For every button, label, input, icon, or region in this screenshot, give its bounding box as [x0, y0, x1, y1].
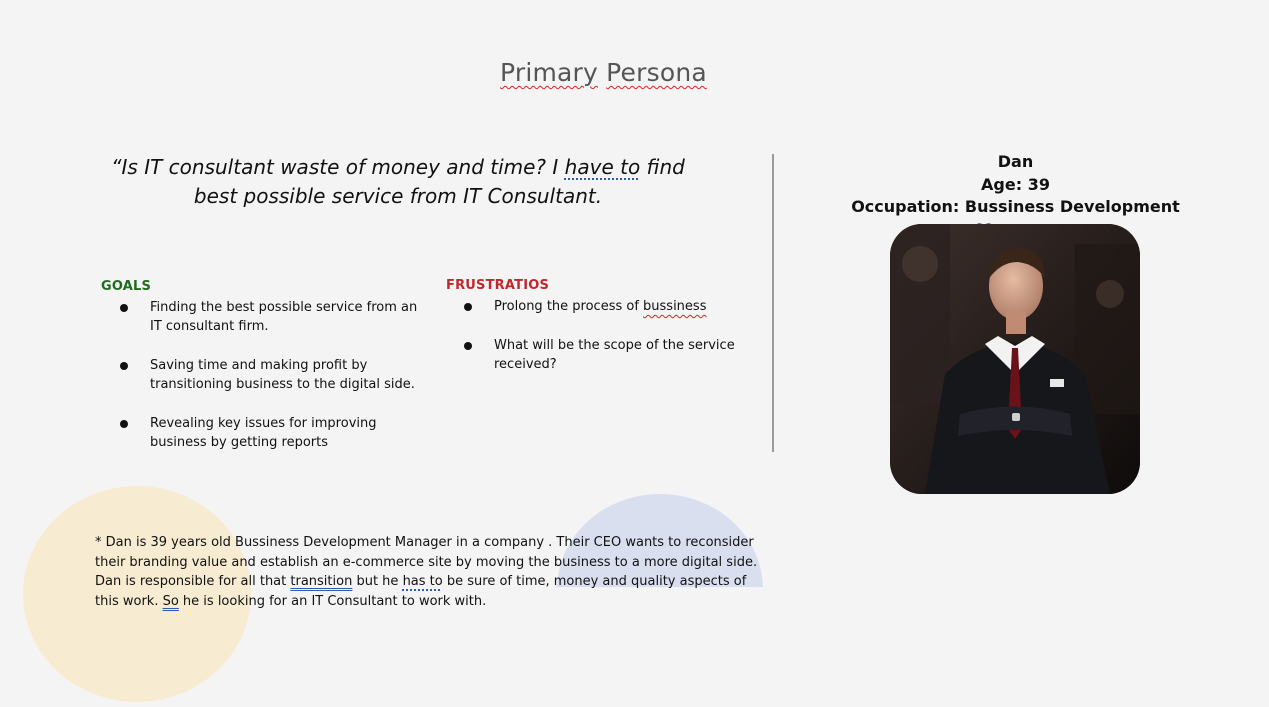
bio-grammar-mark: transition: [290, 574, 353, 589]
persona-age: Age: 39: [981, 174, 1050, 194]
bio-text: but he: [352, 574, 403, 589]
title-separator: [598, 58, 606, 87]
frustrations-list[interactable]: [446, 297, 746, 394]
bullet-icon: [120, 362, 128, 370]
goal-item: [102, 414, 422, 452]
goal-text: Revealing key issues for improving business by getting reports: [150, 416, 377, 450]
vertical-divider: [772, 154, 774, 452]
bullet-icon: [120, 420, 128, 428]
goals-list[interactable]: [102, 298, 422, 472]
bio-text: he is looking for an IT Consultant to work with.: [178, 593, 487, 609]
frustration-spelling-mark: bussiness: [643, 299, 707, 314]
goals-heading[interactable]: GOALS: [101, 279, 152, 294]
persona-photo[interactable]: [890, 224, 1140, 494]
frustration-item: [446, 336, 746, 374]
bio-grammar-mark: has to: [402, 574, 443, 589]
slide-title[interactable]: [500, 58, 707, 87]
persona-name: Dan: [997, 152, 1034, 171]
title-word-primary: Primary: [500, 58, 599, 87]
goal-text: Finding the best possible service from an IT consultant firm.: [150, 300, 418, 334]
persona-portrait-illustration: [890, 224, 1140, 494]
quote-text-end: find best possible service from IT Consultant.: [193, 155, 685, 208]
bio-text: * Dan is 39 years old Bussiness Development Manager in a company . Their CEO wants to reconsider their branding value and establish an e-commerce site by moving the business to a more digital side. Dan is responsible for all that: [95, 535, 758, 589]
goal-item: [102, 356, 422, 394]
bullet-icon: [464, 342, 472, 350]
bullet-icon: [464, 303, 472, 311]
frustrations-heading[interactable]: FRUSTRATIOS: [446, 278, 550, 293]
persona-bio[interactable]: [95, 533, 760, 611]
frustration-text: What will be the scope of the service received?: [494, 338, 735, 372]
persona-occupation: Occupation: Bussiness Development: [851, 197, 1180, 216]
bio-text: be sure of time, money and quality aspects of this work.: [95, 574, 747, 609]
goal-text: Saving time and making profit by transitioning business to the digital side.: [150, 358, 415, 392]
goal-item: [102, 298, 422, 336]
bullet-icon: [120, 304, 128, 312]
bio-grammar-mark: So: [162, 593, 179, 609]
title-word-persona: Persona: [606, 58, 707, 87]
persona-quote[interactable]: [92, 153, 704, 211]
quote-text-start: “Is IT consultant waste of money and time? I: [111, 155, 565, 179]
frustration-item: [446, 297, 746, 316]
quote-grammar-mark: have to: [564, 155, 641, 179]
frustration-text: Prolong the process of: [494, 299, 644, 314]
